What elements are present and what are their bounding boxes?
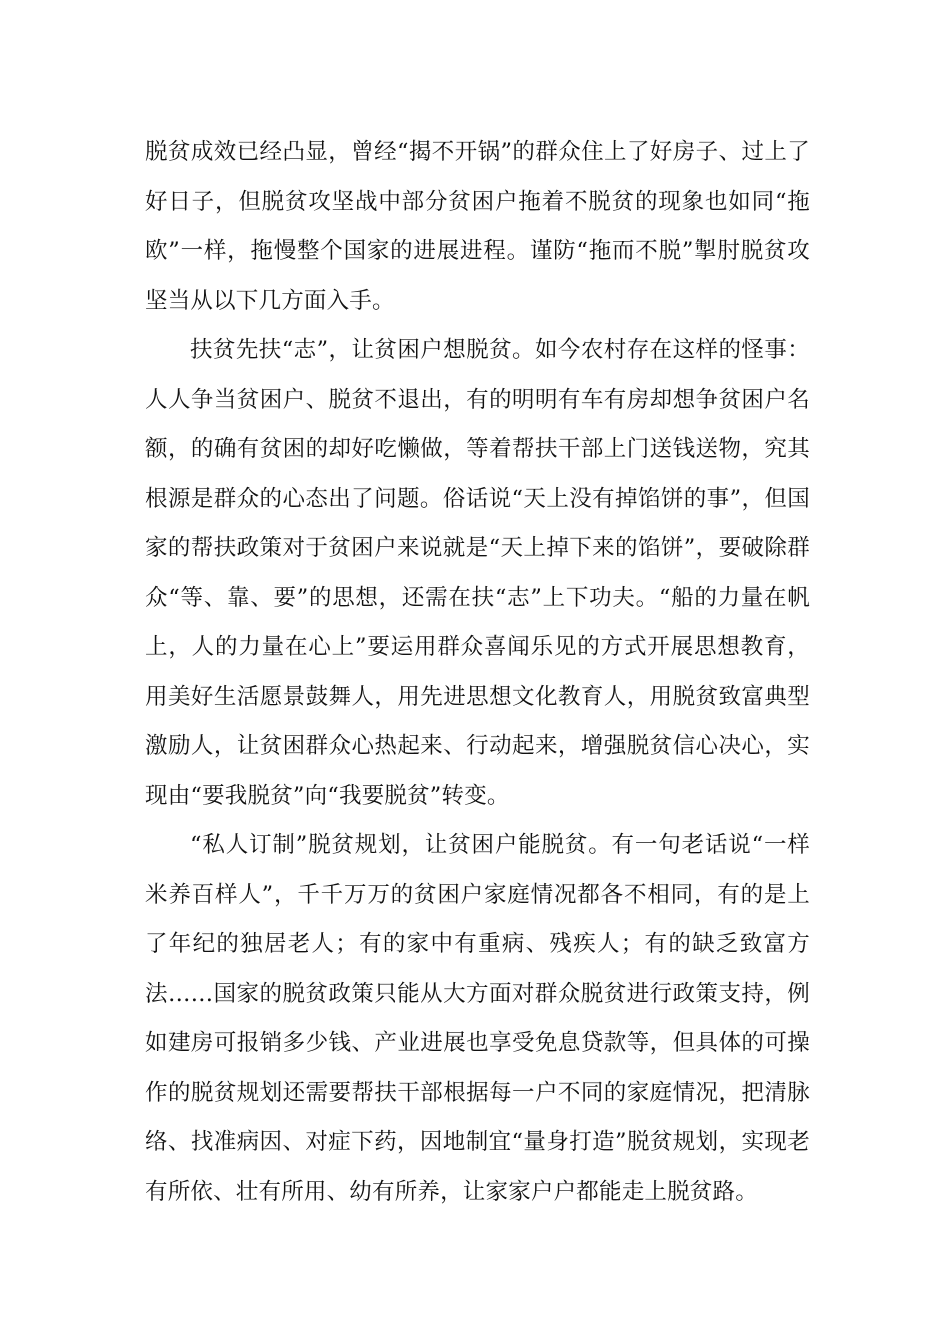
- document-body: [145, 128, 810, 1217]
- paragraph-custom-plan: “私人订制”脱贫规划，让贫困户能脱贫。有一句老话说“一样米养百样人”，千千万万的贫困户家庭情况都各不相同，有的是上了年纪的独居老人；有的家中有重病、残疾人；有的缺乏致富方法……国家的脱贫政策只能从大方面对群众脱贫进行政策支持，例如建房可报销多少钱、产业进展也享受免息贷款等，但具体的可操作的脱贫规划还需要帮扶干部根据每一户不同的家庭情况，把清脉络、找准病因、对症下药，因地制宜“量身打造”脱贫规划，实现老有所依、壮有所用、幼有所养，让家家户户都能走上脱贫路。: [145, 832, 810, 1205]
- paragraph-intro: 脱贫成效已经凸显，曾经“揭不开锅”的群众住上了好房子、过上了好日子，但脱贫攻坚战中部分贫困户拖着不脱贫的现象也如同“拖欧”一样，拖慢整个国家的进展进程。谨防“拖而不脱”掣肘脱贫攻坚当从以下几方面入手。: [145, 139, 810, 314]
- paragraph-aspiration: 扶贫先扶“志”，让贫困户想脱贫。如今农村存在这样的怪事：人人争当贫困户、脱贫不退出，有的明明有车有房却想争贫困户名额，的确有贫困的却好吃懒做，等着帮扶干部上门送钱送物，究其根源是群众的心态出了问题。俗话说“天上没有掉馅饼的事”，但国家的帮扶政策对于贫困户来说就是“天上掉下来的馅饼”，要破除群众“等、靠、要”的思想，还需在扶“志”上下功夫。“船的力量在帆上，人的力量在心上”要运用群众喜闻乐见的方式开展思想教育，用美好生活愿景鼓舞人，用先进思想文化教育人，用脱贫致富典型激励人，让贫困群众心热起来、行动起来，增强脱贫信心决心，实现由“要我脱贫”向“我要脱贫”转变。: [145, 337, 810, 809]
